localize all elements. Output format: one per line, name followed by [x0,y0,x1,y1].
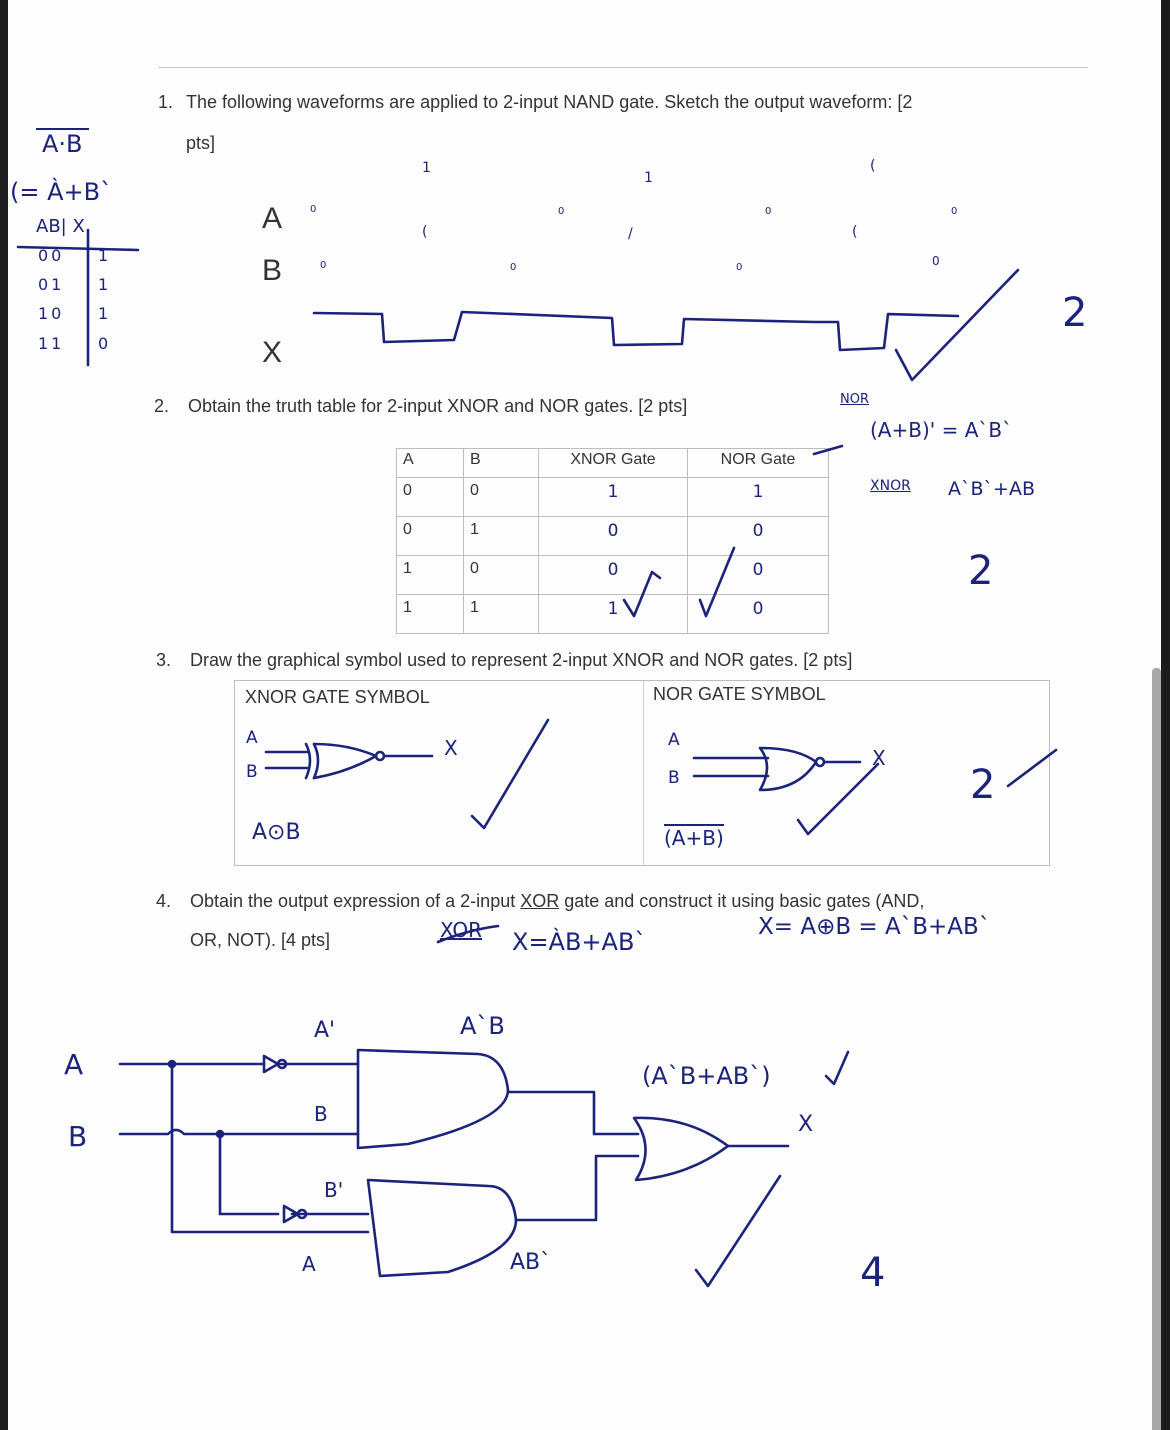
margin-row-in: 01 [38,275,65,294]
nor-expr: (A+B) [664,826,724,850]
margin-row-in: 00 [38,246,65,265]
wave-mark: 0 [510,262,517,273]
cell-a: 1 [397,595,464,634]
cell-a: 1 [397,556,464,595]
xnor-back-curves [306,744,318,778]
and-gate-top [358,1050,508,1148]
check-mark-icon [826,1052,848,1084]
xnor-input-wires [266,752,308,768]
margin-nand-expr2: (= À+B` [10,178,113,206]
underline-stroke [438,926,498,942]
nor-note-expr: (A+B)' = A`B` [870,418,1013,442]
xor-note-expr2: X= A⊕B = A`B+AB` [758,914,991,940]
col-header-nor: NOR Gate [688,449,829,478]
check-mark-icon [624,572,660,616]
q4-text-b: gate and construct it using basic gates (AND, [559,891,925,911]
margin-row-in: 11 [38,334,65,353]
wave-mark: ( [870,158,876,174]
wave-mark: 0 [951,206,958,217]
cell-b: 1 [464,517,539,556]
col-header-b: B [464,449,539,478]
xnor-input-b: B [246,762,258,782]
check-mark-icon [696,1176,780,1286]
cell-nor: 0 [688,517,829,556]
not-gate-a [264,1056,278,1072]
wave-mark: ( [422,224,428,240]
wire-and2-out [516,1156,638,1220]
ink-drawings [8,0,1161,1430]
xnor-expr: A⊙B [252,820,301,845]
xor-note-label: XOR [440,918,483,942]
cell-nor: 1 [688,478,829,517]
window-edge [1161,0,1170,1430]
margin-row-out: 0 [98,334,109,353]
margin-row-out: 1 [98,275,109,294]
cell-xnor: 0 [539,517,688,556]
margin-nand-expr: A·B [36,128,89,158]
annotation-stroke [814,446,842,454]
margin-row-out: 1 [98,304,109,323]
label-a-not: A' [314,1018,336,1043]
check-mark-icon [896,270,1018,380]
margin-row-out: 1 [98,246,109,265]
score-stroke [1008,750,1056,786]
circuit-output-expr: (A`B+AB`) [642,1062,771,1090]
col-header-a: A [397,449,464,478]
q3-number: 3. [156,650,172,670]
nor-output: X [872,746,886,770]
or-gate [634,1118,728,1180]
cell-b: 0 [464,556,539,595]
q3-score: 2 [970,762,996,808]
nor-input-a: A [668,730,680,750]
circuit-output: X [798,1112,814,1137]
junction-dot [217,1131,223,1137]
junction-dot [169,1061,175,1067]
q4-score: 4 [860,1250,886,1296]
nor-note-label: NOR [840,392,869,407]
q1-text-line2: pts] [186,133,216,153]
nor-input-wires [694,758,768,776]
wave-mark: 1 [644,170,653,186]
nor-input-b: B [668,768,680,788]
cell-b: 1 [464,595,539,634]
nor-body [760,748,816,790]
q4-text-line2: OR, NOT). [4 pts] [190,930,331,950]
wave-mark: 0 [736,262,743,273]
circuit-input-a: A [64,1048,84,1081]
signal-label-x: X [262,336,283,369]
wave-mark: 1 [422,160,431,176]
check-mark-icon [798,764,878,834]
cell-b: 0 [464,478,539,517]
signal-label-a: A [262,202,283,235]
q2-score: 2 [968,548,994,594]
wave-mark: 0 [310,204,317,215]
label-b-not: B' [324,1178,344,1202]
wire-b [120,1130,358,1134]
wave-mark: ( [852,224,858,240]
check-mark-icon [700,548,734,616]
worksheet-page [8,0,1161,1430]
xnor-body [314,744,376,778]
signal-label-b: B [262,254,283,287]
scrollbar-thumb[interactable] [1152,668,1161,1430]
wave-mark: 0 [320,260,327,271]
label-anot-b: A`B [460,1012,505,1040]
xnor-input-a: A [246,728,258,748]
cell-nor: 0 [688,556,829,595]
q4-text-xor: XOR [520,891,560,911]
q2-number: 2. [154,396,170,416]
cell-xnor: 1 [539,595,688,634]
col-header-xnor: XNOR Gate [539,449,688,478]
q1-score: 2 [1062,290,1088,336]
wave-mark: 0 [558,206,565,217]
wire-a-branch [172,1064,368,1232]
cell-xnor: 0 [539,556,688,595]
and-gate-bottom [368,1180,516,1276]
label-a-bnot: AB` [510,1250,552,1275]
q1-text-line1: The following waveforms are applied to 2-input NAND gate. Sketch the output waveform: [2 [186,92,913,112]
margin-table-hline [18,247,138,250]
xnor-note-expr: A`B`+AB [948,478,1035,500]
cell-a: 0 [397,517,464,556]
wave-mark: 0 [765,206,772,217]
xnor-note-label: XNOR [870,478,911,494]
margin-table-header: AB| X [36,216,85,237]
q3-text: Draw the graphical symbol used to represent 2-input XNOR and NOR gates. [2 pts] [190,650,853,670]
label-a-low: A [302,1252,316,1276]
wire-b-branch [220,1134,368,1214]
xnor-output: X [444,736,458,760]
margin-row-in: 10 [38,304,65,323]
q4-text-a: Obtain the output expression of a 2-input [190,891,521,911]
q4-number-text: 4. [156,891,172,911]
nor-box-title: NOR GATE SYMBOL [653,684,826,704]
cell-nor: 0 [688,595,829,634]
circuit-input-b: B [68,1120,88,1153]
wave-mark: 0 [932,254,940,268]
cell-a: 0 [397,478,464,517]
cell-xnor: 1 [539,478,688,517]
xnor-box-title: XNOR GATE SYMBOL [245,687,430,707]
check-mark-icon [472,720,548,828]
q2-text: Obtain the truth table for 2-input XNOR and NOR gates. [2 pts] [188,396,688,416]
xor-note-expr: X=ÀB+AB` [512,928,647,956]
label-b: B [314,1102,328,1126]
q1-number: 1. [158,92,174,112]
output-waveform [314,312,958,350]
wire-and1-out [508,1092,638,1134]
wave-mark: / [628,226,633,242]
